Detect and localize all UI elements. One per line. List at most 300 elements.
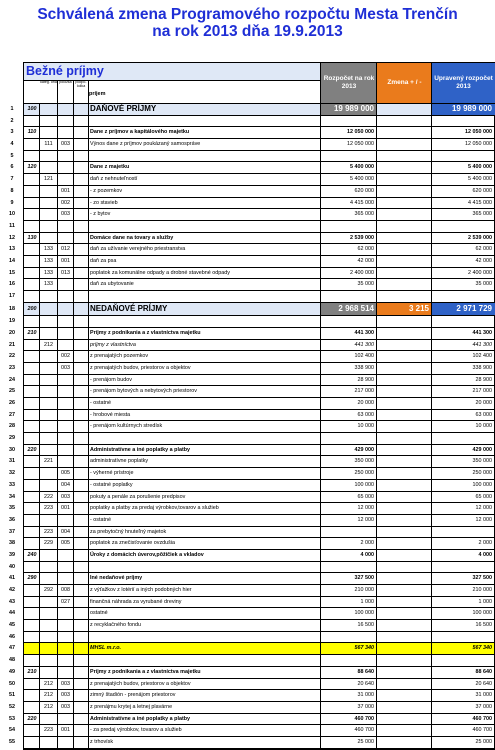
cell-podpolozka: 003: [58, 679, 74, 690]
cell-zmena: [376, 268, 432, 279]
row-number: 30: [9, 446, 15, 453]
cell-rozpocet: 327 500: [320, 573, 377, 584]
cell-text: daň za ubytovanie: [90, 281, 134, 288]
cell-rozpocet: 250 000: [320, 468, 377, 479]
table-row: [9, 632, 494, 644]
table-row: [9, 421, 494, 433]
cell-polozka: [40, 398, 58, 409]
table-row: [9, 340, 494, 352]
cell-upraveny: [431, 221, 495, 232]
cell-text: Príjmy z podnikania a z vlastníctva majetku: [90, 329, 201, 336]
cell-kategoria: [25, 279, 40, 290]
table-row: [10, 116, 494, 128]
cell-podpolozka: [58, 737, 74, 748]
row-number: 5: [10, 152, 14, 159]
cell-podpolozka: 001: [58, 503, 74, 514]
cell-kategoria: [25, 468, 40, 479]
cell-podpolozka: [58, 667, 74, 678]
table-row: [9, 714, 494, 726]
row-number: 19: [9, 318, 15, 325]
cell-d: [74, 725, 89, 736]
cell-zmena: [376, 351, 432, 362]
cell-rozpocet: 25 000: [320, 737, 377, 748]
row-number: 49: [9, 668, 15, 675]
cell-kategoria: [25, 480, 40, 491]
cell-zmena: [376, 492, 432, 503]
cell-rozpocet: [320, 291, 377, 302]
cell-d: [74, 256, 89, 267]
cell-upraveny: 210 000: [431, 585, 495, 596]
cell-d: [74, 375, 89, 386]
cell-upraveny: 429 000: [431, 445, 495, 456]
cell-podpolozka: [58, 386, 74, 397]
cell-podpolozka: 003: [58, 702, 74, 713]
cell-zmena: [376, 279, 432, 290]
cell-podpolozka: [58, 303, 74, 316]
cell-d: [74, 527, 89, 538]
row-number: 55: [9, 738, 15, 745]
cell-d: [74, 620, 89, 631]
cell-rozpocet: [320, 655, 377, 666]
cell-upraveny: 350 000: [431, 456, 495, 467]
cell-polozka: 212: [40, 679, 58, 690]
row-number: 33: [9, 481, 15, 488]
table-row: [10, 127, 494, 139]
cell-zmena: [376, 209, 432, 220]
cell-polozka: [40, 151, 58, 162]
cell-text: Iné nedaňové príjmy: [90, 575, 143, 582]
cell-polozka: [40, 597, 58, 608]
cell-kategoria: [25, 655, 40, 666]
cell-rozpocet: 102 400: [320, 351, 377, 362]
cell-kategoria: [25, 256, 40, 267]
cell-zmena: [376, 679, 432, 690]
cell-upraveny: 2 400 000: [431, 268, 495, 279]
cell-kategoria: [25, 585, 40, 596]
row-number: 17: [9, 293, 15, 299]
table-row: [10, 151, 494, 163]
cell-zmena: [376, 386, 432, 397]
table-row: [9, 209, 494, 221]
cell-podpolozka: 001: [58, 256, 74, 267]
cell-d: [74, 714, 89, 725]
cell-upraveny: 31 000: [431, 690, 495, 701]
cell-rozpocet: 12 000: [320, 503, 377, 514]
table-row: [9, 492, 494, 504]
cell-d: [74, 162, 89, 173]
cell-upraveny: 567 340: [431, 643, 495, 654]
row-number: 41: [9, 575, 15, 582]
cell-upraveny: [431, 116, 495, 127]
cell-d: [74, 550, 89, 561]
cell-polozka: [40, 410, 58, 421]
cell-zmena: [376, 456, 432, 467]
cell-polozka: [40, 127, 58, 138]
cell-d: [74, 410, 89, 421]
cell-text: z recyklačného fondu: [90, 622, 141, 629]
cell-zmena: [376, 162, 432, 173]
table-row: [9, 538, 494, 550]
cell-text: Administratívne a iné poplatky a platby: [90, 446, 191, 453]
cell-kategoria: [25, 456, 40, 467]
row-number: 48: [9, 657, 15, 664]
table-row: [9, 363, 494, 375]
cell-zmena: [376, 538, 432, 549]
table-row: [9, 445, 494, 457]
cell-rozpocet: 12 050 000: [320, 127, 377, 138]
cell-rozpocet: 20 000: [320, 398, 377, 409]
cell-text: - ostatné poplatky: [90, 481, 133, 488]
cell-d: [74, 503, 89, 514]
cell-d: [74, 679, 89, 690]
cell-podpolozka: 001: [58, 186, 74, 197]
cell-podpolozka: [58, 328, 74, 339]
cell-kategoria: [25, 351, 40, 362]
cell-d: [74, 303, 89, 316]
row-number: 54: [9, 727, 15, 734]
cell-rozpocet: 338 900: [320, 363, 377, 374]
cell-polozka: 133: [40, 268, 58, 279]
cell-zmena: [376, 515, 432, 526]
cell-polozka: [40, 162, 58, 173]
row-number: 45: [9, 622, 15, 629]
cell-polozka: [40, 480, 58, 491]
cell-zmena: [376, 725, 432, 736]
row-number: 29: [9, 435, 15, 442]
cell-rozpocet: [320, 151, 377, 162]
cell-d: [74, 328, 89, 339]
cell-rozpocet: 100 000: [320, 608, 377, 619]
cell-upraveny: 4 000: [431, 550, 495, 561]
cell-podpolozka: [58, 608, 74, 619]
cell-kategoria: [25, 608, 40, 619]
cell-upraveny: 20 000: [431, 398, 495, 409]
row-number: 53: [9, 715, 15, 722]
cell-text: - prenájom kultúrnych stredísk: [90, 423, 163, 430]
table-row: [9, 256, 494, 268]
cell-podpolozka: 002: [58, 351, 74, 362]
cell-upraveny: 250 000: [431, 468, 495, 479]
cell-upraveny: 460 700: [431, 725, 495, 736]
cell-rozpocet: 63 000: [320, 410, 377, 421]
cell-kategoria: 130: [25, 233, 40, 244]
table-row: [9, 316, 494, 328]
cell-polozka: [40, 667, 58, 678]
cell-kategoria: 100: [25, 104, 40, 115]
table-row: [9, 725, 494, 737]
table-row: [10, 186, 494, 198]
cell-d: [74, 562, 89, 573]
table-row: [10, 174, 494, 186]
cell-rozpocet: 42 000: [320, 256, 377, 267]
cell-zmena: [376, 174, 432, 185]
cell-zmena: [376, 233, 432, 244]
table-row: [9, 643, 494, 655]
table-row: [9, 702, 494, 714]
cell-text: finančná náhrada za vyrubané dreviny: [90, 598, 182, 605]
cell-upraveny: 5 400 000: [431, 174, 495, 185]
cell-polozka: [40, 714, 58, 725]
cell-text: príjmy z vlastníctva: [90, 341, 136, 348]
cell-upraveny: 28 900: [431, 375, 495, 386]
cell-d: [74, 433, 89, 444]
cell-polozka: [40, 116, 58, 127]
cell-d: [74, 492, 89, 503]
cell-d: [74, 151, 89, 162]
cell-polozka: [40, 291, 58, 302]
cell-text: za prebytočný hnuteľný majetok: [90, 528, 167, 535]
row-number: 46: [9, 633, 15, 640]
cell-text: Dane z majetku: [90, 164, 130, 171]
cell-kategoria: [25, 151, 40, 162]
cell-kategoria: [25, 221, 40, 232]
cell-zmena: [376, 375, 432, 386]
cell-d: [74, 480, 89, 491]
cell-kategoria: [25, 702, 40, 713]
cell-podpolozka: [58, 456, 74, 467]
cell-upraveny: 12 000: [431, 515, 495, 526]
cell-rozpocet: 28 900: [320, 375, 377, 386]
cell-text: - z pozemkov: [90, 187, 123, 194]
cell-d: [74, 655, 89, 666]
cell-rozpocet: 5 400 000: [320, 162, 377, 173]
cell-podpolozka: [58, 573, 74, 584]
cell-zmena: [376, 527, 432, 538]
cell-podpolozka: [58, 127, 74, 138]
cell-kategoria: [25, 244, 40, 255]
cell-kategoria: 210: [25, 328, 40, 339]
cell-polozka: [40, 209, 58, 220]
table-row: [10, 104, 494, 116]
cell-text: z prenajatých budov, priestorov a objektov: [90, 680, 191, 687]
cell-upraveny: 1 000: [431, 597, 495, 608]
cell-upraveny: 620 000: [431, 186, 495, 197]
cell-upraveny: 338 900: [431, 363, 495, 374]
cell-d: [74, 139, 89, 150]
cell-podpolozka: 004: [58, 527, 74, 538]
cell-polozka: [40, 375, 58, 386]
cell-zmena: [376, 410, 432, 421]
cell-upraveny: 327 500: [431, 573, 495, 584]
cell-upraveny: 2 539 000: [431, 233, 495, 244]
table-row: [10, 162, 494, 174]
row-number: 35: [9, 505, 15, 512]
table-row: [9, 398, 494, 410]
cell-text: - za predaj výrobkov, tovarov a služieb: [90, 727, 182, 734]
cell-d: [74, 116, 89, 127]
cell-kategoria: 120: [25, 162, 40, 173]
cell-polozka: [40, 643, 58, 654]
row-number: 27: [9, 411, 15, 418]
cell-kategoria: [25, 503, 40, 514]
cell-podpolozka: 013: [58, 268, 74, 279]
cell-rozpocet: 2 000: [320, 538, 377, 549]
row-number: 38: [9, 540, 15, 547]
cell-d: [74, 398, 89, 409]
cell-polozka: [40, 303, 58, 316]
table-row: [9, 303, 494, 317]
cell-upraveny: 2 971 729: [431, 303, 495, 316]
cell-podpolozka: [58, 643, 74, 654]
cell-text: - prenájom budov: [90, 376, 132, 383]
cell-rozpocet: 441 300: [320, 340, 377, 351]
cell-rozpocet: 620 000: [320, 186, 377, 197]
cell-zmena: [376, 221, 432, 232]
cell-d: [74, 421, 89, 432]
cell-podpolozka: 001: [58, 725, 74, 736]
cell-text: zimný štadión - prenájom priestorov: [90, 692, 176, 699]
row-number: 50: [9, 680, 15, 687]
cell-kategoria: [25, 433, 40, 444]
table-body: [9, 104, 494, 749]
cell-upraveny: [431, 291, 495, 302]
cell-polozka: [40, 445, 58, 456]
cell-upraveny: [431, 632, 495, 643]
cell-podpolozka: [58, 398, 74, 409]
cell-podpolozka: [58, 221, 74, 232]
cell-zmena: [376, 433, 432, 444]
cell-zmena: [376, 244, 432, 255]
cell-zmena: [376, 340, 432, 351]
cell-polozka: 223: [40, 527, 58, 538]
cell-text: Domáce dane na tovary a služby: [90, 234, 174, 241]
cell-upraveny: [431, 316, 495, 327]
section-title: Bežné príjmy: [26, 64, 104, 78]
row-number: 15: [9, 269, 15, 276]
cell-rozpocet: [320, 527, 377, 538]
cell-kategoria: [25, 198, 40, 209]
cell-text: DAŇOVÉ PRÍJMY: [90, 104, 157, 113]
cell-podpolozka: 012: [58, 244, 74, 255]
cell-d: [74, 538, 89, 549]
cell-upraveny: 37 000: [431, 702, 495, 713]
cell-kategoria: [25, 398, 40, 409]
cell-podpolozka: [58, 714, 74, 725]
cell-podpolozka: [58, 116, 74, 127]
row-number: 51: [9, 692, 15, 699]
cell-upraveny: [431, 433, 495, 444]
row-number: 7: [10, 176, 14, 183]
cell-text: - výherné prístroje: [90, 470, 134, 477]
page-title: [0, 6, 495, 40]
row-number: 21: [9, 341, 15, 348]
cell-polozka: [40, 632, 58, 643]
cell-zmena: [376, 667, 432, 678]
cell-polozka: 221: [40, 456, 58, 467]
cell-d: [74, 632, 89, 643]
table-row: [9, 351, 494, 363]
row-number: 18: [9, 305, 15, 312]
table-row: [9, 503, 494, 515]
cell-upraveny: 25 000: [431, 737, 495, 748]
cell-polozka: 212: [40, 340, 58, 351]
table-row: [9, 386, 494, 398]
cell-polozka: [40, 186, 58, 197]
table-row: [9, 597, 494, 609]
cell-polozka: [40, 104, 58, 115]
table-row: [9, 562, 494, 574]
cell-rozpocet: 19 989 000: [320, 104, 377, 115]
cell-kategoria: [25, 209, 40, 220]
cell-text: pokuty a penále za porušenie predpisov: [90, 493, 186, 500]
cell-rozpocet: 31 000: [320, 690, 377, 701]
cell-d: [74, 737, 89, 748]
table-row: [9, 550, 494, 562]
cell-podpolozka: 004: [58, 480, 74, 491]
cell-kategoria: [25, 174, 40, 185]
cell-polozka: [40, 316, 58, 327]
cell-rozpocet: 2 539 000: [320, 233, 377, 244]
table-row: [9, 608, 494, 620]
cell-kategoria: [25, 186, 40, 197]
cell-podpolozka: [58, 433, 74, 444]
cell-d: [74, 468, 89, 479]
cell-podpolozka: 003: [58, 363, 74, 374]
cell-d: [74, 643, 89, 654]
cell-podpolozka: 005: [58, 538, 74, 549]
cell-zmena: [376, 291, 432, 302]
table-header: [24, 63, 494, 104]
cell-zmena: [376, 445, 432, 456]
cell-d: [74, 279, 89, 290]
table-row: [9, 515, 494, 527]
cell-rozpocet: 10 000: [320, 421, 377, 432]
cell-text: z výťažkov z lotérií a iných podobných hier: [90, 587, 192, 593]
cell-d: [74, 608, 89, 619]
cell-polozka: [40, 468, 58, 479]
cell-kategoria: [25, 386, 40, 397]
cell-zmena: [376, 256, 432, 267]
cell-text: daň za psa: [90, 257, 117, 264]
cell-zmena: [376, 328, 432, 339]
cell-polozka: 212: [40, 702, 58, 713]
cell-podpolozka: [58, 279, 74, 290]
row-number: 13: [9, 246, 15, 253]
cell-upraveny: 20 640: [431, 679, 495, 690]
cell-zmena: [376, 398, 432, 409]
row-number: 16: [9, 281, 15, 288]
cell-polozka: 223: [40, 725, 58, 736]
cell-zmena: [376, 186, 432, 197]
cell-polozka: 223: [40, 503, 58, 514]
cell-rozpocet: 16 500: [320, 620, 377, 631]
row-number: 31: [9, 458, 15, 465]
cell-polozka: [40, 655, 58, 666]
table-row: [9, 433, 494, 445]
cell-podpolozka: [58, 316, 74, 327]
table-row: [9, 328, 494, 340]
cell-kategoria: [25, 268, 40, 279]
cell-zmena: 3 215: [376, 303, 432, 316]
row-number: 12: [9, 234, 15, 241]
cell-zmena: [376, 702, 432, 713]
cell-rozpocet: 12 000: [320, 515, 377, 526]
table-row: [9, 655, 494, 667]
cell-upraveny: 63 000: [431, 410, 495, 421]
cell-zmena: [376, 597, 432, 608]
cell-d: [74, 291, 89, 302]
cell-upraveny: 100 000: [431, 480, 495, 491]
cell-upraveny: 16 500: [431, 620, 495, 631]
cell-upraveny: 42 000: [431, 256, 495, 267]
cell-podpolozka: [58, 340, 74, 351]
cell-text: poplatok za znečisťovanie ovzdušia: [90, 540, 176, 547]
cell-d: [74, 585, 89, 596]
cell-polozka: [40, 233, 58, 244]
cell-d: [74, 445, 89, 456]
cell-upraveny: 62 000: [431, 244, 495, 255]
row-number: 37: [9, 528, 15, 535]
